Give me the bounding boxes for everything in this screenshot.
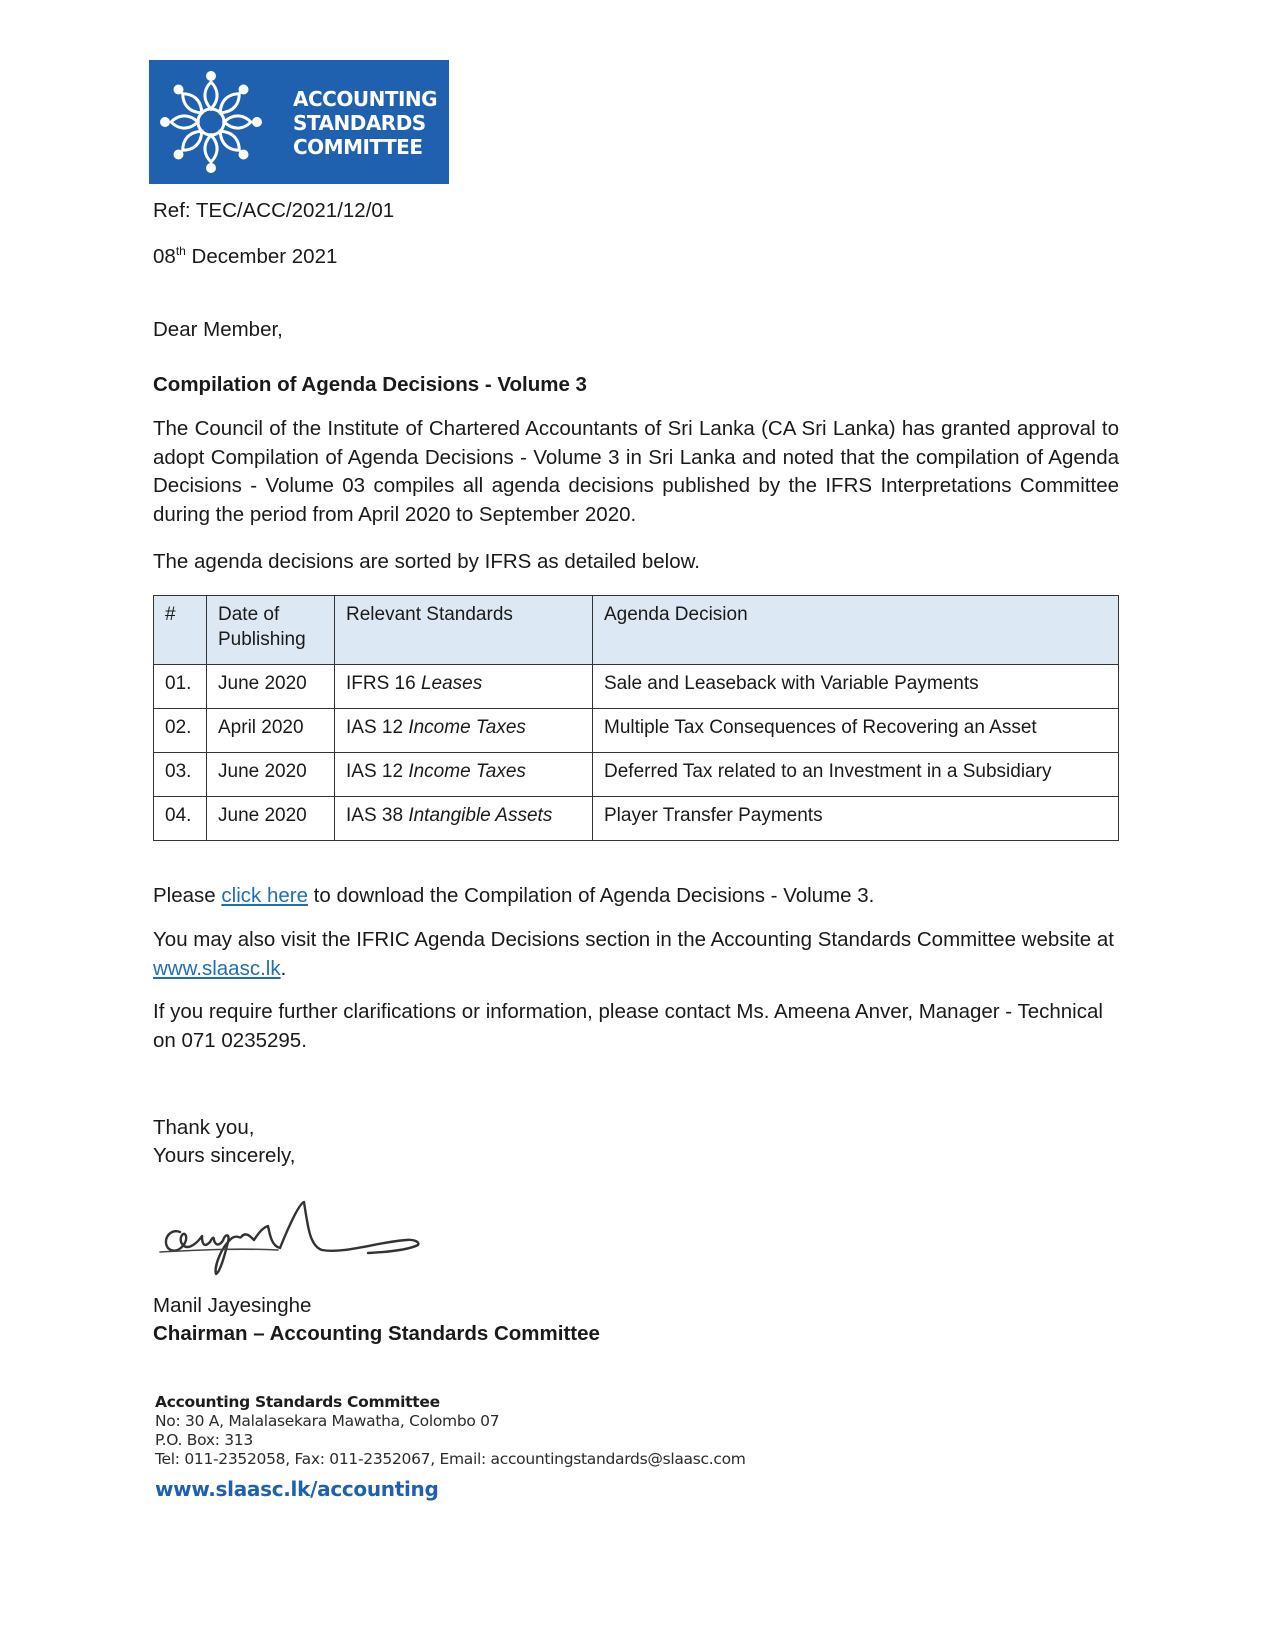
closing-sincerely: Yours sincerely, bbox=[153, 1144, 296, 1167]
row-number: 04. bbox=[154, 797, 207, 841]
footer-website: www.slaasc.lk/accounting bbox=[155, 1477, 439, 1501]
logo-line-2: STANDARDS bbox=[293, 111, 426, 135]
footer-org-name: Accounting Standards Committee bbox=[155, 1393, 440, 1411]
closing-thanks: Thank you, bbox=[153, 1116, 255, 1139]
header-standard: Relevant Standards bbox=[335, 596, 593, 665]
row-decision: Player Transfer Payments bbox=[593, 797, 1119, 841]
table-intro: The agenda decisions are sorted by IFRS as detailed below. bbox=[153, 550, 700, 573]
salutation: Dear Member, bbox=[153, 318, 283, 341]
footer-address-block bbox=[155, 1393, 746, 1469]
row-date: June 2020 bbox=[207, 753, 335, 797]
download-link[interactable]: click here bbox=[221, 884, 308, 907]
row-standard bbox=[335, 665, 593, 709]
header-date: Date of Publishing bbox=[207, 596, 335, 665]
row-date: June 2020 bbox=[207, 797, 335, 841]
standard-code: IAS 38 bbox=[346, 805, 404, 826]
logo-wordmark bbox=[293, 87, 437, 159]
reference-number: Ref: TEC/ACC/2021/12/01 bbox=[153, 199, 395, 222]
standard-name: Leases bbox=[420, 673, 483, 694]
row-decision: Deferred Tax related to an Investment in a Subsidiary bbox=[593, 753, 1119, 797]
logo-line-3: COMMITTEE bbox=[293, 135, 423, 159]
standard-name: Income Taxes bbox=[408, 761, 526, 782]
date-suffix: th bbox=[175, 244, 186, 259]
committee-logo bbox=[149, 60, 449, 184]
agenda-decisions-table bbox=[153, 595, 1119, 841]
table-row bbox=[154, 797, 1119, 841]
download-text-after: to download the Compilation of Agenda Decisions - Volume 3. bbox=[307, 884, 875, 907]
footer-contact: Tel: 011-2352058, Fax: 011-2352067, Email: accountingstandards@slaasc.com bbox=[155, 1450, 746, 1468]
standard-name: Income Taxes bbox=[408, 717, 526, 738]
date-rest: December 2021 bbox=[185, 245, 338, 268]
standard-code: IAS 12 bbox=[346, 717, 404, 738]
visit-text-before: You may also visit the IFRIC Agenda Decisions section in the Accounting Standards Committee website at bbox=[153, 928, 1114, 951]
row-standard bbox=[335, 753, 593, 797]
footer-pobox: P.O. Box: 313 bbox=[155, 1431, 253, 1449]
row-number: 01. bbox=[154, 665, 207, 709]
table-row bbox=[154, 753, 1119, 797]
row-decision: Sale and Leaseback with Variable Payments bbox=[593, 665, 1119, 709]
signer-title: Chairman – Accounting Standards Committee bbox=[153, 1322, 600, 1345]
logo-line-1: ACCOUNTING bbox=[293, 87, 438, 111]
subject-heading: Compilation of Agenda Decisions - Volume 3 bbox=[153, 373, 587, 396]
download-paragraph bbox=[153, 882, 1119, 911]
table-row bbox=[154, 709, 1119, 753]
date-day: 08 bbox=[153, 245, 176, 268]
header-number: # bbox=[154, 596, 207, 665]
standard-code: IAS 12 bbox=[346, 761, 404, 782]
letter-date bbox=[153, 243, 1119, 272]
signer-name: Manil Jayesinghe bbox=[153, 1294, 312, 1317]
row-standard bbox=[335, 797, 593, 841]
row-number: 02. bbox=[154, 709, 207, 753]
header-decision: Agenda Decision bbox=[593, 596, 1119, 665]
contact-paragraph: If you require further clarifications or information, please contact Ms. Ameena Anver, Manager - Technical on 071 0235295. bbox=[153, 1000, 1103, 1052]
row-number: 03. bbox=[154, 753, 207, 797]
table-header-row bbox=[154, 596, 1119, 665]
flower-emblem-icon bbox=[157, 68, 265, 176]
signature-image bbox=[158, 1198, 428, 1278]
row-date: June 2020 bbox=[207, 665, 335, 709]
visit-text-after: . bbox=[280, 956, 287, 980]
row-standard bbox=[335, 709, 593, 753]
row-date: April 2020 bbox=[207, 709, 335, 753]
website-link[interactable]: www.slaasc.lk bbox=[153, 956, 281, 980]
row-decision: Multiple Tax Consequences of Recovering an Asset bbox=[593, 709, 1119, 753]
visit-paragraph bbox=[153, 926, 1119, 983]
standard-name: Intangible Assets bbox=[408, 805, 553, 826]
download-text-before: Please bbox=[153, 884, 222, 907]
approval-paragraph: The Council of the Institute of Chartered Accountants of Sri Lanka (CA Sri Lanka) has granted approval to adopt Compilation of Agenda Decisions - Volume 3 in Sri Lanka and noted that the compilation of Agenda Decisions - Volume 03 compiles all agenda decisions published by the IFRS Interpretations Committee during the period from April 2020 to September 2020. bbox=[153, 417, 1119, 526]
footer-address: No: 30 A, Malalasekara Mawatha, Colombo 07 bbox=[155, 1412, 500, 1430]
standard-code: IFRS 16 bbox=[346, 673, 416, 694]
table-row bbox=[154, 665, 1119, 709]
